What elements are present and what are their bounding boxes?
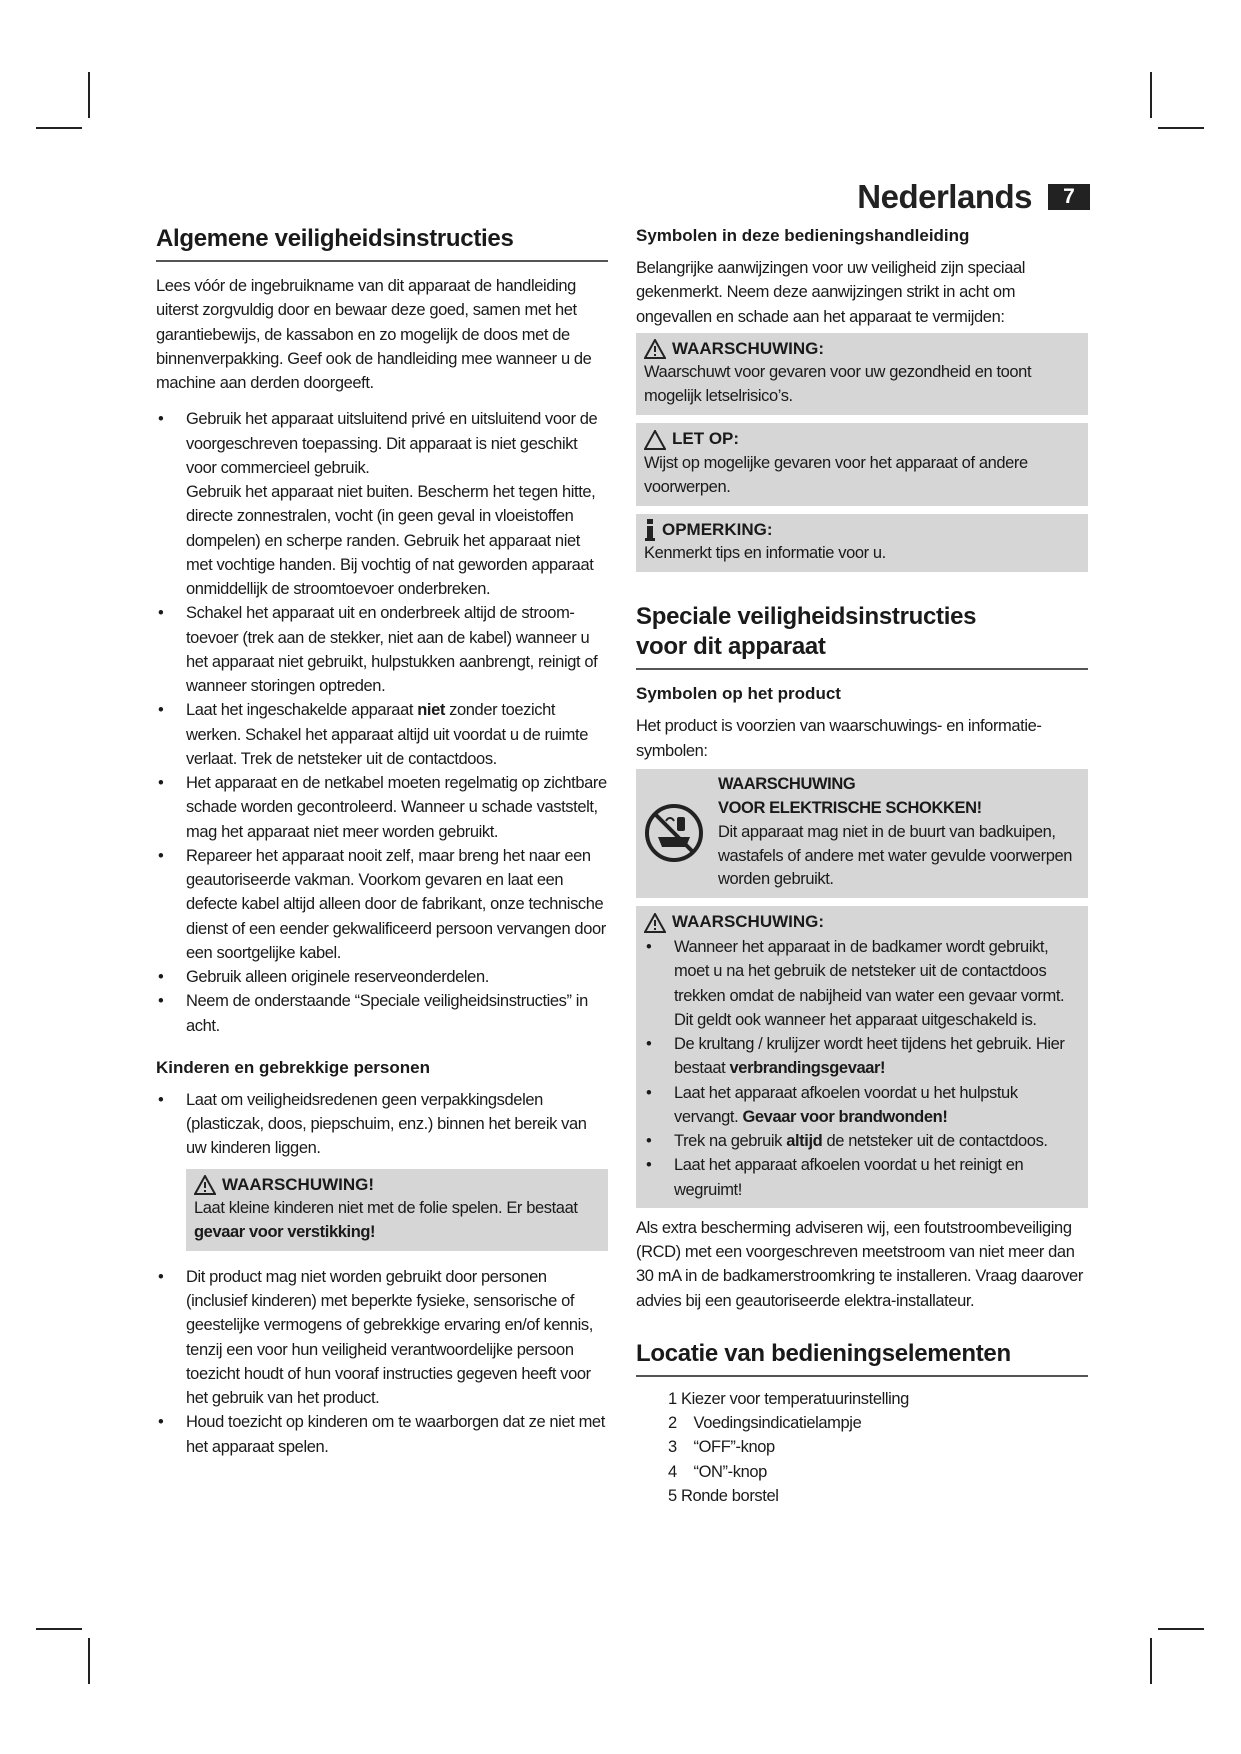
note-text: Kenmerkt tips en informatie voor u.	[644, 544, 886, 563]
bathroom-warning-list	[644, 935, 1080, 1202]
warning-symbol-box	[636, 333, 1088, 415]
crop-mark	[1158, 127, 1204, 129]
caution-text: Wijst op mogelijke gevaren voor het apparaat of andere voorwerpen.	[644, 453, 1028, 496]
list-item: • Laat het ingeschakelde apparaat niet zonder toezicht werken. Schakel het apparaat altijd uit voordat u de ruimte verlaat. Trek de netsteker uit de contactdoos.	[156, 698, 608, 771]
list-item: 3 “OFF”-knop	[668, 1438, 775, 1457]
electric-shock-warning-box	[636, 769, 1088, 899]
children-list-2	[156, 1265, 608, 1459]
product-symbols-intro: Het product is voorzien van waarschuwings- en informatiesymbolen:	[636, 717, 1042, 760]
right-column	[636, 220, 1088, 1508]
info-icon	[644, 519, 656, 541]
list-item: • Dit product mag niet worden gebruikt door personen (inclusief kinderen) met beperkte fysieke, sensorische of geestelijke vermogens of gebrekkige ervaring en/of kennis, tenzij een voor hun veiligheid verantwoordelijke persoon toezicht houdt of hun vooraf instructies gegeven heeft voor het gebruik van het product.	[156, 1265, 608, 1411]
list-item: 4 “ON”-knop	[668, 1462, 767, 1481]
list-item: • Houd toezicht op kinderen om te waarborgen dat ze niet met het apparaat spelen.	[156, 1410, 608, 1459]
crop-mark	[1150, 1638, 1152, 1684]
section-title-general-safety: Algemene veiligheidsinstructies	[156, 224, 608, 262]
caution-triangle-icon	[644, 430, 666, 450]
warning-triangle-icon	[644, 339, 666, 359]
list-item: • Trek na gebruik altijd de netsteker uit de contactdoos.	[644, 1129, 1080, 1153]
crop-mark	[88, 1638, 90, 1684]
crop-mark	[36, 127, 82, 129]
warning-triangle-icon	[194, 1175, 216, 1195]
caution-symbol-box	[636, 423, 1088, 505]
list-item: • Neem de onderstaande “Speciale veiligheidsinstructies” in acht.	[156, 989, 608, 1038]
crop-mark	[36, 1628, 82, 1630]
list-item: • Laat om veiligheidsredenen geen verpakkingsdelen (plasticzak, doos, piepschuim, enz.) binnen het bereik van uw kinderen liggen.	[156, 1088, 608, 1161]
list-item: 1 Kiezer voor temperatuurinstelling	[668, 1389, 909, 1408]
warning-triangle-icon	[644, 913, 666, 933]
list-item: • Gebruik alleen originele reserveonderdelen.	[156, 965, 608, 989]
list-item: • Repareer het apparaat nooit zelf, maar breng het naar een geautoriseerde vakman. Voorkom gevaren en laat een defecte kabel altijd alleen door de fabrikant, onze technische dienst of een eender gekwalificeerd persoon vervangen door een soortgelijke kabel.	[156, 844, 608, 965]
crop-mark	[1150, 72, 1152, 118]
crop-mark	[1158, 1628, 1204, 1630]
list-item: • Gebruik het apparaat uitsluitend privé en uitsluitend voor de voorgeschreven toepassing. Dit apparaat is niet geschikt voor commercieel gebruik. Gebruik het apparaat niet buiten. Bescherm het tegen hitte, directe zonnestralen, vocht (in geen geval in vloeistoffen dompelen) en scherpe randen. Gebruik het apparaat niet met vochtige handen. Bij vochtig of nat geworden apparaat onmiddellijk de stroomtoevoer onderbreken.	[156, 407, 608, 601]
warning-title: WAARSCHUWING!	[222, 1174, 375, 1194]
caution-title: LET OP:	[672, 429, 740, 449]
list-item: • Schakel het apparaat uit en onderbreek altijd de stroomtoevoer (trek aan de stekker, niet aan de kabel) wanneer u het apparaat niet gebruikt, hulpstukken aanbrengt, reinigt of wanneer storingen optreden.	[156, 601, 608, 698]
electric-shock-warning: WAARSCHUWING VOOR ELEKTRISCHE SCHOKKEN! Dit apparaat mag niet in de buurt van badkuipen, wastafels of andere met water gevulde voorwerpen worden gebruikt.	[718, 774, 1073, 889]
children-list	[156, 1088, 608, 1161]
intro-paragraph: Lees vóór de ingebruikname van dit apparaat de handleiding uiterst zorgvuldig door en bewaar deze goed, samen met het garantiebewijs, de kassabon en zo mogelijk de doos met de binnenverpakking. Geef ook de handleiding mee wanneer u de machine aan derden doorgeeft.	[156, 277, 592, 392]
list-item: 2 Voedingsindicatielampje	[668, 1414, 862, 1433]
list-item: • De krultang / krulijzer wordt heet tijdens het gebruik. Hier bestaat verbrandingsgevaar!	[644, 1032, 1080, 1081]
section-title-special-safety: Speciale veiligheidsinstructies voor dit apparaat	[636, 602, 1088, 670]
warning-box-suffocation	[186, 1169, 608, 1251]
page-header	[857, 178, 1090, 216]
warning-text: Waarschuwt voor gevaren voor uw gezondheid en toont mogelijk letselrisico’s.	[644, 363, 1032, 406]
list-item: 5 Ronde borstel	[668, 1486, 779, 1505]
warning-title: WAARSCHUWING:	[672, 338, 825, 358]
list-item: • Wanneer het apparaat in de badkamer wordt gebruikt, moet u na het gebruik de netsteker uit de contactdoos trekken omdat de nabijheid van water een gevaar vormt. Dit geldt ook wanneer het apparaat uitgeschakeld is.	[644, 935, 1080, 1032]
list-item: • Laat het apparaat afkoelen voordat u het hulpstuk vervangt. Gevaar voor brandwonden!	[644, 1081, 1080, 1130]
controls-list	[636, 1387, 1088, 1508]
warning-text: Laat kleine kinderen niet met de folie spelen. Er bestaat gevaar voor verstikking!	[194, 1199, 578, 1242]
list-item: • Laat het apparaat afkoelen voordat u het reinigt en wegruimt!	[644, 1153, 1080, 1202]
crop-mark	[88, 72, 90, 118]
safety-list	[156, 407, 608, 1038]
list-item: • Het apparaat en de netkabel moeten regelmatig op zichtbare schade worden gecontroleerd. Wanneer u schade vaststelt, mag het apparaat niet meer worden gebruikt.	[156, 771, 608, 844]
language-title: Nederlands	[857, 178, 1032, 215]
left-column	[156, 220, 608, 1471]
note-title: OPMERKING:	[662, 519, 773, 539]
subsection-title-children: Kinderen en gebrekkige personen	[156, 1057, 430, 1077]
subsection-title-symbols: Symbolen in deze bedieningshandleiding	[636, 226, 970, 245]
section-title-controls: Locatie van bedieningselementen	[636, 1339, 1088, 1377]
no-water-bath-icon	[644, 803, 704, 863]
warning-title: WAARSCHUWING:	[672, 912, 825, 932]
subsection-title-product-symbols: Symbolen op het product	[636, 684, 841, 704]
page-number: 7	[1048, 184, 1090, 210]
note-symbol-box	[636, 514, 1088, 573]
symbols-intro: Belangrijke aanwijzingen voor uw veiligheid zijn speciaal gekenmerkt. Neem deze aanwijzingen strikt in acht om ongevallen en schade aan het apparaat te vermijden:	[636, 259, 1026, 326]
rcd-paragraph: Als extra bescherming adviseren wij, een foutstroombeveiliging (RCD) met een voorgeschreven meetstroom van niet meer dan 30 mA in de badkamerstroomkring te installeren. Vraag daarover advies bij een geautoriseerde elektra-installateur.	[636, 1218, 1083, 1310]
bathroom-warning-box	[636, 906, 1088, 1207]
